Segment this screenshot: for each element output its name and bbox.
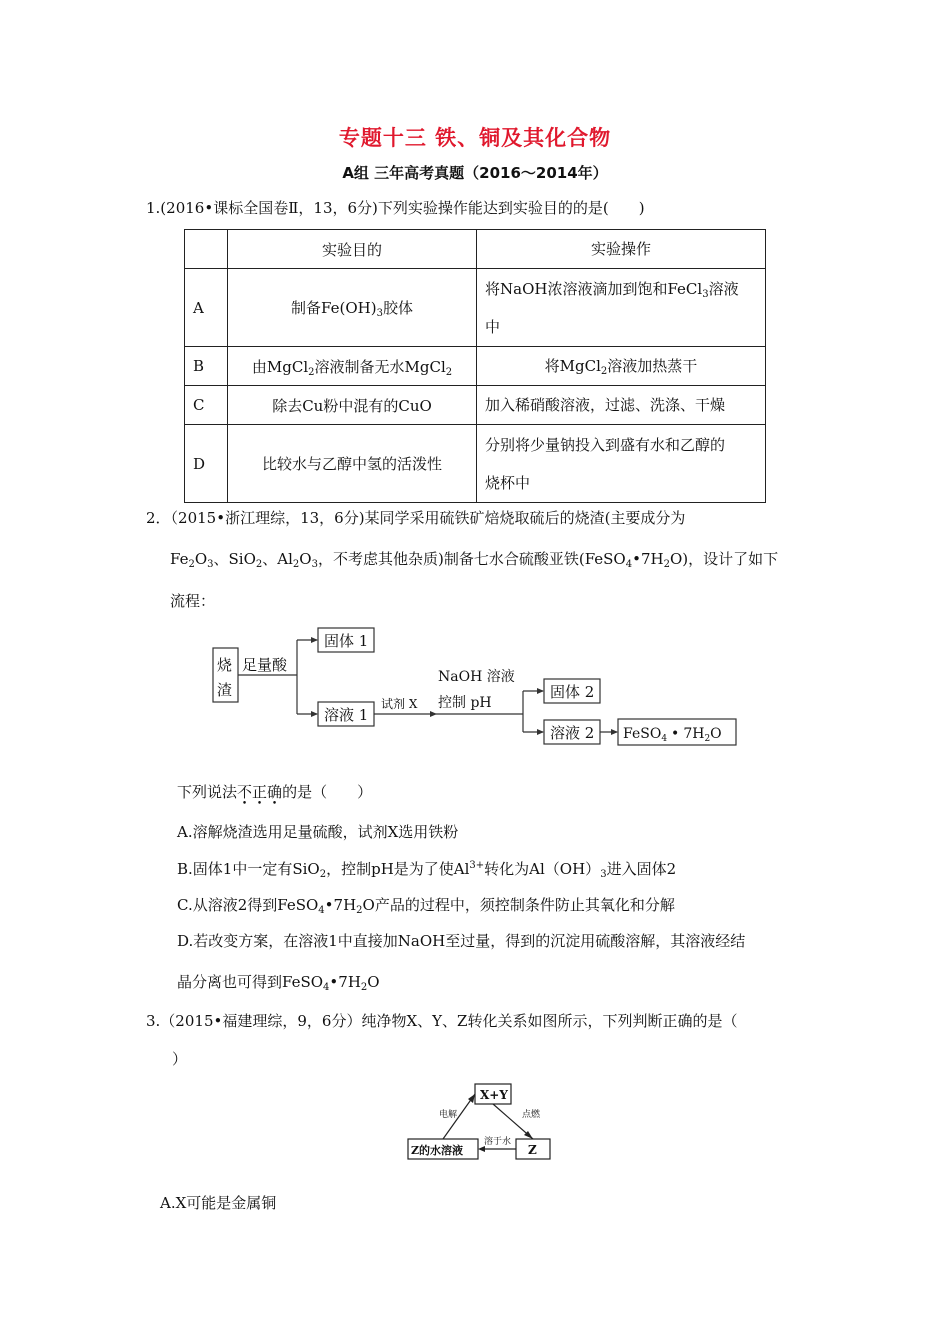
electrolysis-label: 电解 (439, 1110, 458, 1120)
row-label: D (185, 425, 228, 503)
row-operation: 加入稀硝酸溶液，过滤、洗涤、干燥 (477, 386, 766, 425)
question-1-stem: 1.(2016•课标全国卷Ⅱ，13，6分)下列实验操作能达到实验目的的是( ) (146, 199, 645, 217)
residue-char-2: 渣 (217, 681, 233, 699)
table-row-b (185, 347, 766, 386)
question-2-stem-line1: 2．（2015•浙江理综，13，6分)某同学采用硫铁矿焙烧取硫后的烧渣(主要成分为 (146, 509, 686, 527)
solution-1-label: 溶液 1 (324, 706, 369, 724)
product-label: FeSO$_4$ • $7H_2O$ (623, 726, 722, 744)
row-purpose: 比较水与乙醇中氢的活泼性 (228, 425, 477, 503)
question-2-ask: 下列说法不正确的是（ ） (177, 783, 373, 801)
table-row-d (185, 425, 766, 503)
row-operation: 将MgCl$_2$溶液加热蒸干 (477, 347, 766, 386)
section-subtitle: A组 三年高考真题（2016～2014年） (342, 164, 608, 182)
question-3-stem-line1: 3.（2015•福建理综，9，6分）纯净物X、Y、Z转化关系如图所示，下列判断正确的是（ (146, 1012, 738, 1030)
xy-label: X+Y (480, 1088, 508, 1102)
row-label: A (185, 269, 228, 347)
residue-char-1: 烧 (217, 656, 233, 674)
row-purpose: 由MgCl$_2$溶液制备无水MgCl$_2$ (228, 347, 477, 386)
naoh-label: NaOH 溶液 (438, 669, 515, 685)
z-label: Z (528, 1143, 537, 1157)
table-header-row (185, 230, 766, 269)
table-header-operation: 实验操作 (477, 230, 766, 269)
reagent-x-label: 试剂 X (381, 697, 418, 711)
question-3-option-a: A.X可能是金属铜 (160, 1194, 277, 1212)
experiment-table (184, 229, 766, 503)
solution-2-label: 溶液 2 (550, 724, 595, 742)
process-flow-diagram (205, 618, 745, 753)
row-label: B (185, 347, 228, 386)
table-row-a (185, 269, 766, 347)
table-header-purpose: 实验目的 (228, 230, 477, 269)
xyz-transformation-diagram (404, 1078, 556, 1164)
question-2-option-b: B.固体1中一定有SiO$_2$，控制pH是为了使$Al^{3+}$转化为$Al(OH)_3$进入固体2 (177, 860, 677, 880)
question-2-stem-line3: 流程： (170, 592, 216, 610)
row-operation: 将NaOH浓溶液滴加到饱和FeCl$_3$溶液 中 (477, 269, 766, 347)
z-solution-label: Z的水溶液 (411, 1144, 464, 1157)
question-2-stem-line2: $Fe_2O_3$、SiO$_2$、$Al_2O_3$，不考虑其他杂质)制备七水合硫酸亚铁$(FeSO_4•7H_2O)$，设计了如下 (170, 550, 779, 570)
question-2-option-d-line2: 晶分离也可得到$FeSO_4•7H_2O$ (177, 973, 380, 993)
dissolve-label: 溶于水 (484, 1137, 512, 1147)
ph-label: 控制 pH (438, 695, 492, 711)
row-operation: 分别将少量钠投入到盛有水和乙醇的 烧杯中 (477, 425, 766, 503)
question-3-stem-line2: ） (172, 1050, 188, 1068)
table-header-empty (185, 230, 228, 269)
row-purpose: 除去Cu粉中混有的CuO (228, 386, 477, 425)
solid-2-label: 固体 2 (550, 683, 595, 701)
question-2-option-c: C.从溶液2得到$FeSO_4•7H_2O$产品的过程中，须控制条件防止其氧化和分解 (177, 896, 675, 916)
table-row-c (185, 386, 766, 425)
question-2-option-d-line1: D.若改变方案，在溶液1中直接加NaOH至过量，得到的沉淀用硫酸溶解，其溶液经结 (177, 932, 746, 950)
acid-label: 足量酸 (242, 656, 288, 674)
ignite-label: 点燃 (522, 1110, 541, 1120)
page-title: 专题十三 铁、铜及其化合物 (338, 126, 612, 150)
row-purpose: 制备$Fe(OH)_3$胶体 (228, 269, 477, 347)
solid-1-label: 固体 1 (324, 632, 369, 650)
row-label: C (185, 386, 228, 425)
question-2-option-a: A.溶解烧渣选用足量硫酸，试剂X选用铁粉 (177, 823, 459, 841)
